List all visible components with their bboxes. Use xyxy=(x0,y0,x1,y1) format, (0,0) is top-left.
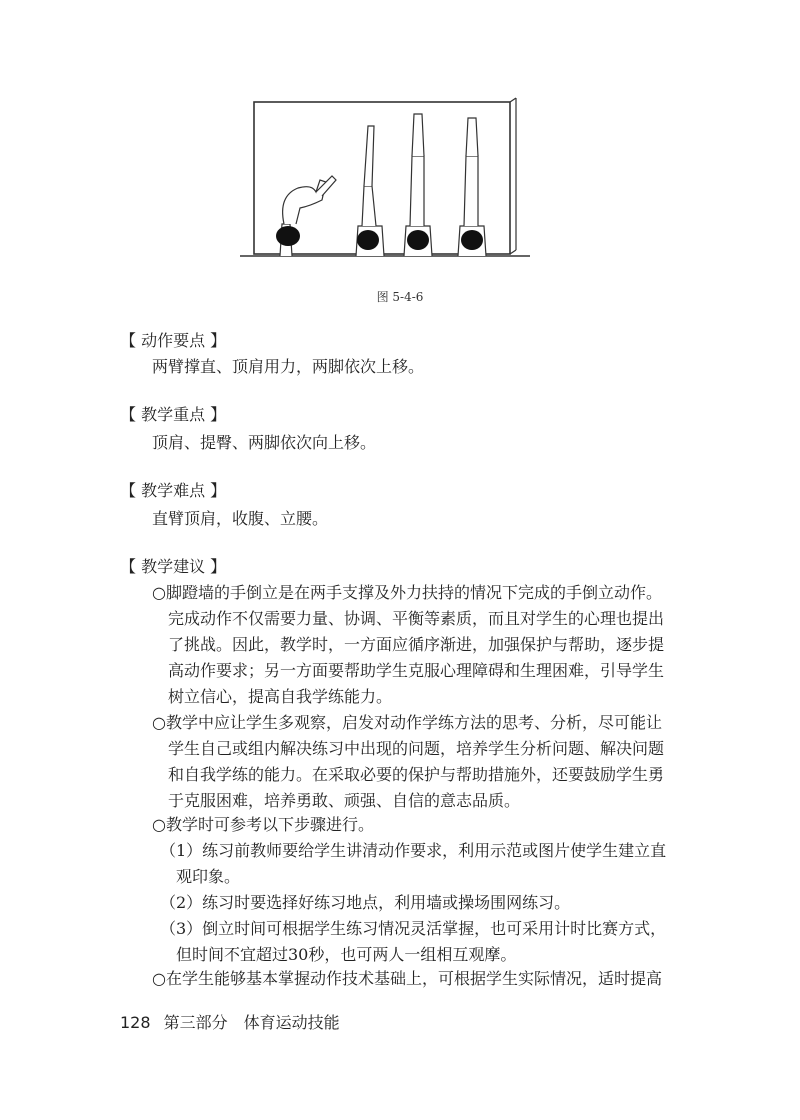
key-points-text: 两臂撑直、顶肩用力，两脚依次上移。 xyxy=(152,357,425,376)
figure-4 xyxy=(458,118,486,256)
figure-1 xyxy=(276,176,336,256)
section-title-difficulty: 【 教学难点 】 xyxy=(120,481,227,500)
page-footer xyxy=(120,1010,340,1033)
footer-section-title: 第三部分 体育运动技能 xyxy=(163,1013,340,1032)
figure-caption: 图 5-4-6 xyxy=(376,290,424,304)
suggestion-line: 完成动作不仅需要力量、协调、平衡等素质，而且对学生的心理也提出 xyxy=(168,609,665,628)
handstand-illustration xyxy=(240,96,530,280)
suggestion-line: ○脚蹬墙的手倒立是在两手支撑及外力扶持的情况下完成的手倒立动作。 xyxy=(152,583,662,602)
figure-2 xyxy=(356,126,384,256)
suggestion-line: ○教学时可参考以下步骤进行。 xyxy=(152,815,374,834)
suggestion-line: 于克服困难，培养勇敢、顽强、自信的意志品质。 xyxy=(168,791,521,810)
focus-text: 顶肩、提臀、两脚依次向上移。 xyxy=(152,433,377,452)
section-title-suggestions: 【 教学建议 】 xyxy=(120,557,227,576)
suggestion-line: 观印象。 xyxy=(176,867,241,886)
suggestion-line: 学生自己或组内解决练习中出现的问题，培养学生分析问题、解决问题 xyxy=(168,739,665,758)
suggestion-line: 但时间不宜超过30秒，也可两人一组相互观摩。 xyxy=(176,945,517,964)
section-title-key-points: 【 动作要点 】 xyxy=(120,331,227,350)
suggestion-line: （1）练习前教师要给学生讲清动作要求，利用示范或图片使学生建立直 xyxy=(160,841,667,860)
suggestion-line: （2）练习时要选择好练习地点，利用墙或操场围网练习。 xyxy=(160,893,571,912)
page-number: 128 xyxy=(120,1013,151,1032)
handstand-figure xyxy=(240,96,530,280)
suggestion-line: ○在学生能够基本掌握动作技术基础上，可根据学生实际情况，适时提高 xyxy=(152,969,662,988)
suggestion-line: 了挑战。因此，教学时，一方面应循序渐进，加强保护与帮助，逐步提 xyxy=(168,635,665,654)
suggestion-line: 和自我学练的能力。在采取必要的保护与帮助措施外，还要鼓励学生勇 xyxy=(168,765,665,784)
suggestion-line: （3）倒立时间可根据学生练习情况灵活掌握，也可采用计时比赛方式， xyxy=(160,919,667,938)
suggestion-line: ○教学中应让学生多观察，启发对动作学练方法的思考、分析，尽可能让 xyxy=(152,713,662,732)
section-title-focus: 【 教学重点 】 xyxy=(120,405,227,424)
suggestion-line: 高动作要求；另一方面要帮助学生克服心理障碍和生理困难，引导学生 xyxy=(168,661,665,680)
difficulty-text: 直臂顶肩，收腹、立腰。 xyxy=(152,509,329,528)
figure-3 xyxy=(404,114,432,256)
suggestion-line: 树立信心，提高自我学练能力。 xyxy=(168,687,393,706)
